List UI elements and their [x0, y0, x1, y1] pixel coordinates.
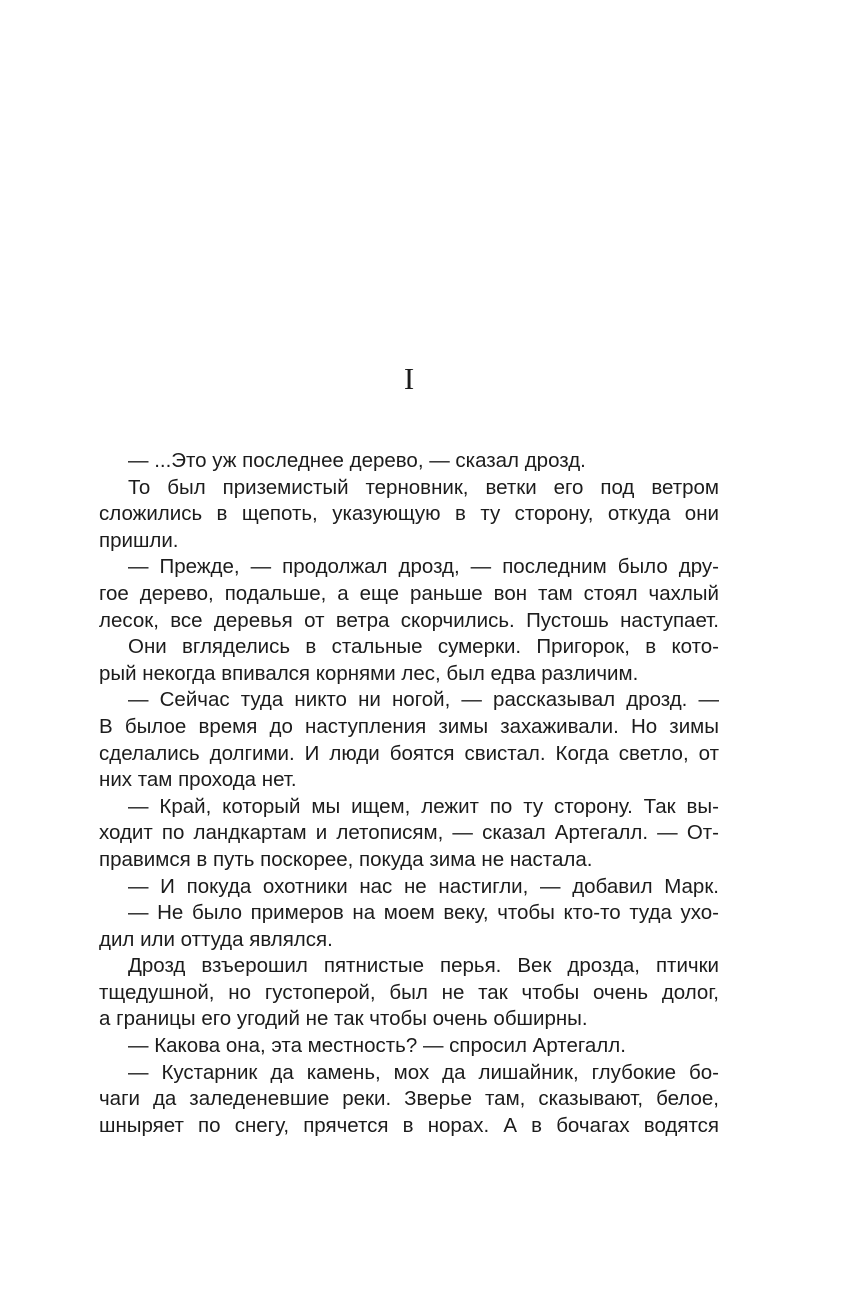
paragraph: [99, 953, 719, 1033]
text-line: — ...Это уж последнее дерево, — сказал дрозд.: [128, 449, 586, 472]
text-line: шныряет по снегу, прячется в норах. А в бочагах водятся: [99, 1113, 719, 1137]
text-line: дил или оттуда являлся.: [99, 927, 333, 951]
text-line: пришли.: [99, 528, 179, 552]
text-line: правимся в путь поскорее, покуда зима не настала.: [99, 847, 593, 871]
paragraph: [99, 687, 719, 793]
chapter-number-heading: I: [403, 361, 415, 396]
paragraph: [99, 1033, 719, 1060]
paragraph: [99, 1060, 719, 1140]
text-line: чаги да заледеневшие реки. Зверье там, сказывают, белое,: [99, 1087, 719, 1111]
text-line: них там прохода нет.: [99, 768, 297, 792]
text-line: — Сейчас туда никто ни ногой, — рассказывал дрозд. —: [128, 688, 719, 712]
text-line: рый некогда впивался корнями лес, был едва различим.: [99, 661, 639, 685]
paragraph: [99, 794, 719, 874]
text-line: — Какова она, эта местность? — спросил Артегалл.: [128, 1034, 626, 1058]
text-line: — Не было примеров на моем веку, чтобы кто-то туда ухо-: [128, 901, 719, 925]
text-line: гое дерево, подальше, а еще раньше вон там стоял чахлый: [99, 581, 719, 605]
text-line: — Кустарник да камень, мох да лишайник, глубокие бо-: [128, 1060, 719, 1084]
text-line: Они вгляделись в стальные сумерки. Пригорок, в кото-: [128, 635, 719, 659]
text-line: лесок, все деревья от ветра скорчились. Пустошь наступает.: [99, 608, 719, 632]
paragraph: [99, 900, 719, 953]
text-line: Дрозд взъерошил пятнистые перья. Век дрозда, птички: [128, 954, 719, 978]
paragraph: [99, 634, 719, 687]
text-line: — И покуда охотники нас не настигли, — добавил Марк.: [128, 874, 719, 898]
text-line: В былое время до наступления зимы захаживали. Но зимы: [99, 714, 719, 738]
body-text-block: [99, 448, 719, 1139]
paragraph: [99, 475, 719, 555]
paragraph: [99, 554, 719, 634]
text-line: — Край, который мы ищем, лежит по ту сторону. Так вы-: [128, 794, 719, 818]
text-line: То был приземистый терновник, ветки его под ветром: [128, 475, 719, 499]
paragraph: [99, 448, 719, 475]
text-line: сложились в щепоть, указующую в ту сторону, откуда они: [99, 502, 719, 526]
text-line: ходит по ландкартам и летописям, — сказал Артегалл. — От-: [99, 821, 719, 845]
text-line: сделались долгими. И люди боятся свистал. Когда светло, от: [99, 741, 719, 765]
text-line: тщедушной, но густоперой, был не так чтобы очень долог,: [99, 980, 719, 1004]
text-line: — Прежде, — продолжал дрозд, — последним было дру-: [128, 555, 719, 579]
paragraph: [99, 874, 719, 901]
text-line: а границы его угодий не так чтобы очень обширны.: [99, 1007, 588, 1031]
